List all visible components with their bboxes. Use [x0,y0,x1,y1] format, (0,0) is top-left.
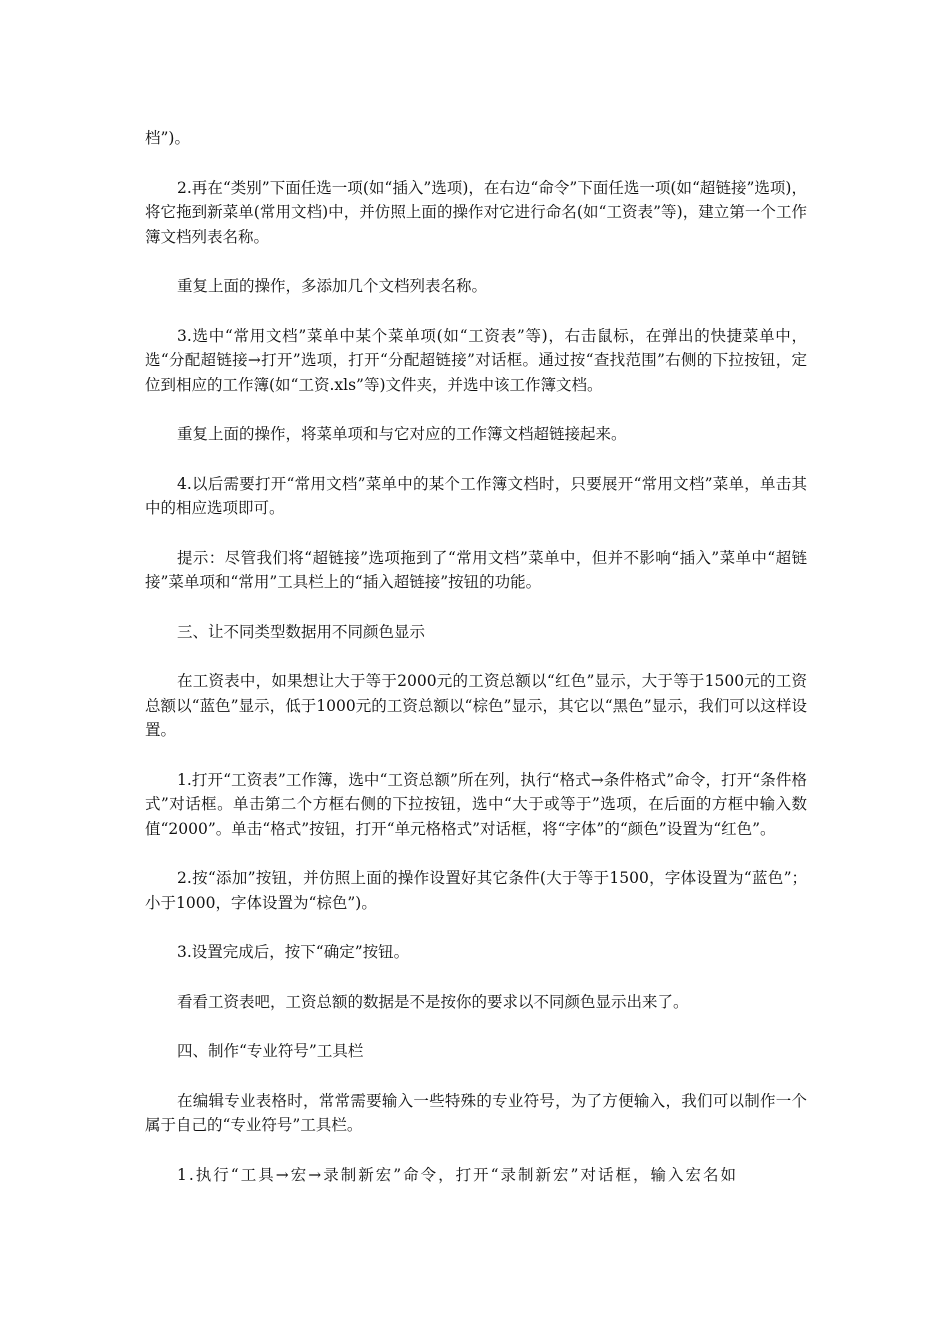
paragraph-tip: 提示：尽管我们将“超链接”选项拖到了“常用文档”菜单中，但并不影响“插入”菜单中“超链接”菜单项和“常用”工具栏上的“插入超链接”按钮的功能。 [145,548,807,591]
paragraph-colors-intro: 在工资表中，如果想让大于等于2000元的工资总额以“红色”显示，大于等于1500元的工资总额以“蓝色”显示，低于1000元的工资总额以“棕色”显示，其它以“黑色”显示，我们可以这样设置。 [145,672,807,739]
document-body [145,126,807,1212]
paragraph-continuation: 档”)。 [145,129,190,147]
section-heading-colors: 三、让不同类型数据用不同颜色显示 [177,622,426,641]
paragraph-repeat-link: 重复上面的操作，将菜单项和与它对应的工作簿文档超链接起来。 [177,425,627,443]
paragraph-toolbar-intro: 在编辑专业表格时，常常需要输入一些特殊的专业符号，为了方便输入，我们可以制作一个属于自己的“专业符号”工具栏。 [145,1091,807,1134]
paragraph-colors-step-2: 2.按“添加”按钮，并仿照上面的操作设置好其它条件(大于等于1500，字体设置为“蓝色”；小于1000，字体设置为“棕色”)。 [145,869,807,912]
paragraph-toolbar-step-1: 1.执行“工具→宏→录制新宏”命令，打开“录制新宏”对话框，输入宏名如 [177,1165,738,1184]
paragraph-step-3-hyperlink: 3.选中“常用文档”菜单中某个菜单项(如“工资表”等)，右击鼠标，在弹出的快捷菜单中，选“分配超链接→打开”选项，打开“分配超链接”对话框。通过按“查找范围”右侧的下拉按钮，定位到相应的工作簿(如“工资.xls”等)文件夹，并选中该工作簿文档。 [145,326,807,394]
paragraph-colors-result: 看看工资表吧，工资总额的数据是不是按你的要求以不同颜色显示出来了。 [177,992,689,1011]
section-heading-toolbar: 四、制作“专业符号”工具栏 [177,1042,364,1060]
paragraph-step-4-open: 4.以后需要打开“常用文档”菜单中的某个工作簿文档时，只要展开“常用文档”菜单，单击其中的相应选项即可。 [145,474,807,517]
paragraph-colors-step-3: 3.设置完成后，按下“确定”按钮。 [177,943,410,961]
paragraph-repeat-add-names: 重复上面的操作，多添加几个文档列表名称。 [177,277,488,295]
paragraph-step-2-category: 2.再在“类别”下面任选一项(如“插入”选项)，在右边“命令”下面任选一项(如“超链接”选项)，将它拖到新菜单(常用文档)中，并仿照上面的操作对它进行命名(如“工资表”等)，建立第一个工作簿文档列表名称。 [145,178,807,246]
paragraph-colors-step-1: 1.打开“工资表”工作簿，选中“工资总额”所在列，执行“格式→条件格式”命令，打开“条件格式”对话框。单击第二个方框右侧的下拉按钮，选中“大于或等于”选项，在后面的方框中输入数值“2000”。单击“格式”按钮，打开“单元格格式”对话框，将“字体”的“颜色”设置为“红色”。 [145,770,807,838]
